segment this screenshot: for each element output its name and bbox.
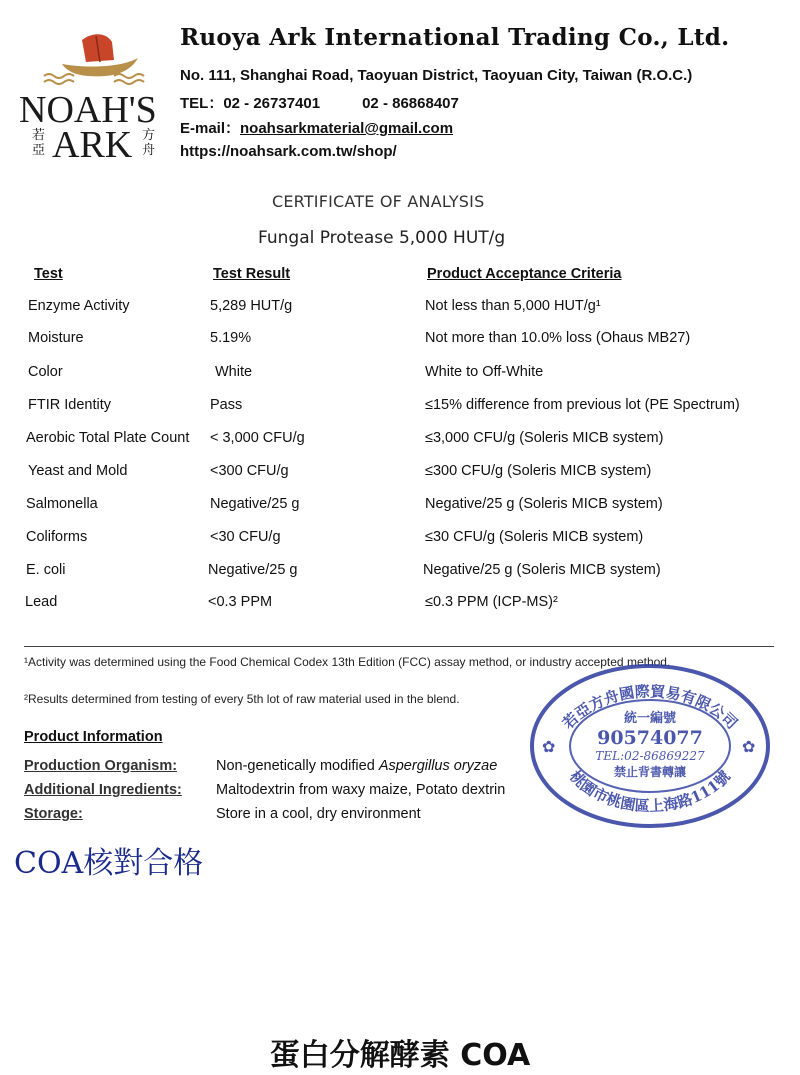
test-result: 5,289 HUT/g <box>210 298 293 314</box>
stamp-line1: 統一編號 <box>623 711 677 726</box>
product-info-title: Product Information <box>24 729 163 745</box>
test-result: < 3,000 CFU/g <box>210 430 305 446</box>
table-row <box>0 397 800 421</box>
header-result: Test Result <box>213 266 291 282</box>
test-name: Coliforms <box>26 529 88 545</box>
logo-sub-right-text: 方舟 <box>142 128 156 158</box>
stamp-line4: 禁止背書轉讓 <box>613 765 687 779</box>
flower-icon: ✿ <box>542 739 556 756</box>
divider <box>24 646 774 647</box>
test-name: Enzyme Activity <box>28 298 130 314</box>
acceptance-criteria: Not more than 10.0% loss (Ohaus MB27) <box>425 330 691 346</box>
storage-value: Store in a cool, dry environment <box>216 806 421 822</box>
stamp-outer-text: 若亞方舟國際貿易有限公司 <box>559 682 741 733</box>
footnote-1: ¹Activity was determined using the Food Chemical Codex 13th Edition (FCC) assay method, or industry accepted method. <box>24 655 671 669</box>
test-name: Color <box>28 364 63 380</box>
table-row <box>0 529 800 553</box>
test-result: Pass <box>210 397 243 413</box>
acceptance-criteria: ≤30 CFU/g (Soleris MICB system) <box>425 529 644 545</box>
production-organism-value <box>216 758 497 774</box>
storage-label: Storage: <box>24 806 83 822</box>
acceptance-criteria: Negative/25 g (Soleris MICB system) <box>425 496 663 512</box>
email-link[interactable]: noahsarkmaterial@gmail.com <box>240 120 454 137</box>
website-link[interactable]: https://noahsark.com.tw/shop/ <box>180 143 397 160</box>
header-criteria: Product Acceptance Criteria <box>427 266 622 282</box>
acceptance-criteria: ≤3,000 CFU/g (Soleris MICB system) <box>425 430 664 446</box>
acceptance-criteria: ≤300 CFU/g (Soleris MICB system) <box>425 463 652 479</box>
table-row <box>0 562 800 586</box>
company-tel: TEL：02 - 26737401 <box>180 95 321 112</box>
footnote-2: ²Results determined from testing of every 5th lot of raw material used in the blend. <box>24 692 460 706</box>
table-row <box>0 594 800 618</box>
company-address: No. 111, Shanghai Road, Taoyuan District, Taoyuan City, Taiwan (R.O.C.) <box>180 67 693 84</box>
test-name: FTIR Identity <box>28 397 111 413</box>
flower-icon: ✿ <box>742 739 756 756</box>
stamp-number: 90574077 <box>597 727 703 749</box>
handwritten-approval-note: COA核對合格 <box>14 846 204 881</box>
test-result: 5.19% <box>210 330 252 346</box>
company-phone-line <box>180 92 459 113</box>
company-email-line <box>180 117 453 138</box>
acceptance-criteria: ≤15% difference from previous lot (PE Spectrum) <box>425 397 740 413</box>
additional-ingredients-value: Maltodextrin from waxy maize, Potato dextrin <box>216 782 506 798</box>
test-name: E. coli <box>26 562 66 578</box>
production-organism-label: Production Organism: <box>24 758 178 774</box>
table-row <box>0 496 800 520</box>
stamp-bottom-text: 桃園市桃園區上海路111號 <box>566 767 734 816</box>
document-subtitle: Fungal Protease 5,000 HUT/g <box>258 228 506 248</box>
acceptance-criteria: ≤0.3 PPM (ICP-MS)² <box>425 594 558 610</box>
additional-ingredients-label: Additional Ingredients: <box>24 782 182 798</box>
table-row <box>0 463 800 487</box>
company-name: Ruoya Ark International Trading Co., Ltd. <box>180 24 730 51</box>
email-label: E-mail： <box>180 120 241 137</box>
test-result: White <box>215 364 253 380</box>
company-tel-second: 02 - 86868407 <box>362 95 459 112</box>
test-result: Negative/25 g <box>210 496 300 512</box>
test-name: Aerobic Total Plate Count <box>26 430 190 446</box>
acceptance-criteria: White to Off-White <box>425 364 544 380</box>
organism-prefix: Non-genetically modified <box>216 758 379 774</box>
logo-sub-left-text: 若亞 <box>32 128 46 158</box>
bottom-caption: 蛋白分解酵素 COA <box>269 1038 531 1073</box>
table-row <box>0 330 800 354</box>
stamp-tel: TEL:02-86869227 <box>595 749 705 763</box>
acceptance-criteria: Not less than 5,000 HUT/g¹ <box>425 298 601 314</box>
logo-main-text: NOAH'S <box>19 89 157 131</box>
acceptance-criteria: Negative/25 g (Soleris MICB system) <box>423 562 661 578</box>
test-name: Salmonella <box>26 496 98 512</box>
company-logo <box>14 28 174 168</box>
test-result: <300 CFU/g <box>210 463 289 479</box>
table-row <box>0 298 800 322</box>
test-name: Yeast and Mold <box>28 463 128 479</box>
table-row <box>0 364 800 388</box>
test-name: Lead <box>25 594 58 610</box>
test-result: Negative/25 g <box>208 562 298 578</box>
logo-ark-text: ARK <box>52 124 133 166</box>
organism-species: Aspergillus oryzae <box>378 758 498 774</box>
test-name: Moisture <box>28 330 84 346</box>
test-result: <0.3 PPM <box>208 594 273 610</box>
table-row <box>0 430 800 454</box>
header-test: Test <box>34 266 63 282</box>
document-title: CERTIFICATE OF ANALYSIS <box>272 192 485 211</box>
company-seal-stamp <box>528 662 772 830</box>
test-result: <30 CFU/g <box>210 529 281 545</box>
